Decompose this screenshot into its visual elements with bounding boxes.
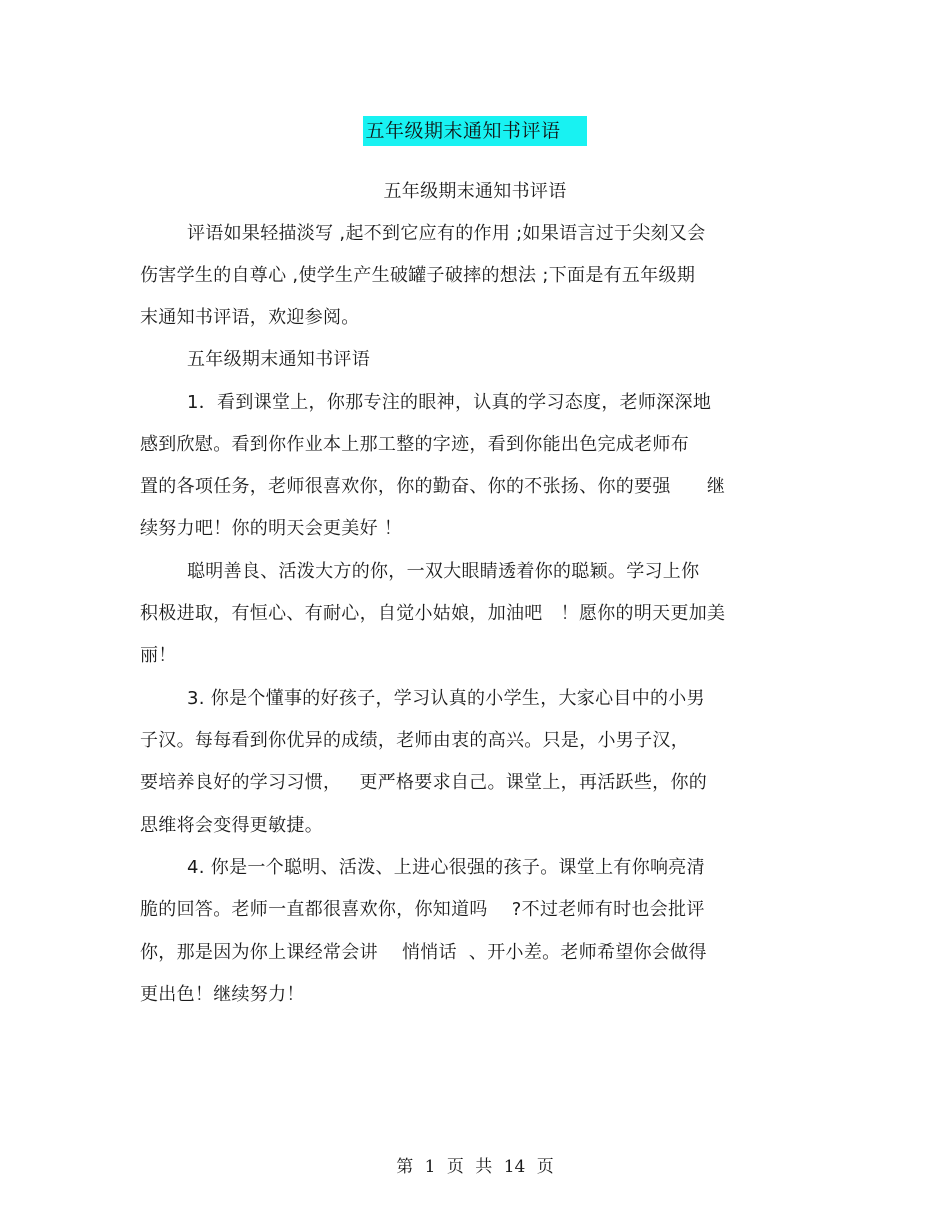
body-line: 感到欣慰。看到你作业本上那工整的字迹，看到你能出色完成老师布 [140, 434, 689, 455]
body-line: 末通知书评语，欢迎参阅。 [140, 307, 360, 328]
page-number-footer: 第 1 页 共 14 页 [396, 1157, 554, 1177]
section-heading: 五年级期末通知书评语 [187, 349, 370, 370]
body-line: 子汉。每每看到你优异的成绩，老师由衷的高兴。只是，小男子汉， [140, 730, 689, 751]
title-container [0, 116, 950, 146]
body-line: 脆的回答。老师一直都很喜欢你，你知道吗 ?不过老师有时也会批评 [140, 899, 705, 920]
body-line: 积极进取，有恒心、有耐心，自觉小姑娘，加油吧 ！愿你的明天更加美 [140, 603, 726, 624]
body-line: 思维将会变得更敏捷。 [140, 815, 323, 836]
page-title: 五年级期末通知书评语 [363, 116, 586, 146]
body-line: 置的各项任务，老师很喜欢你，你的勤奋、你的不张扬、你的要强 继 [140, 476, 726, 497]
body-line: 要培养良好的学习习惯， 更严格要求自己。课堂上，再活跃些，你的 [140, 772, 708, 793]
body-line: 1．看到课堂上，你那专注的眼神，认真的学习态度，老师深深地 [187, 392, 712, 413]
body-line: 4. 你是一个聪明、活泼、上进心很强的孩子。课堂上有你响亮清 [187, 857, 705, 878]
body-line: 3. 你是个懂事的好孩子，学习认真的小学生，大家心目中的小男 [187, 688, 705, 709]
body-line: 聪明善良、活泼大方的你，一双大眼睛透着你的聪颖。学习上你 [187, 561, 700, 582]
body-line: 评语如果轻描淡写 ,起不到它应有的作用 ;如果语言过于尖刻又会 [187, 223, 706, 244]
body-line: 伤害学生的自尊心 ,使学生产生破罐子破摔的想法 ;下面是有五年级期 [140, 265, 696, 286]
body-line: 续努力吧！你的明天会更美好 ！ [140, 518, 403, 539]
body-line: 你，那是因为你上课经常会讲 悄悄话 、开小差。老师希望你会做得 [140, 942, 707, 963]
body-line: 丽！ [140, 645, 177, 666]
body-line: 更出色！继续努力！ [140, 984, 305, 1005]
document-subtitle: 五年级期末通知书评语 [383, 181, 567, 202]
